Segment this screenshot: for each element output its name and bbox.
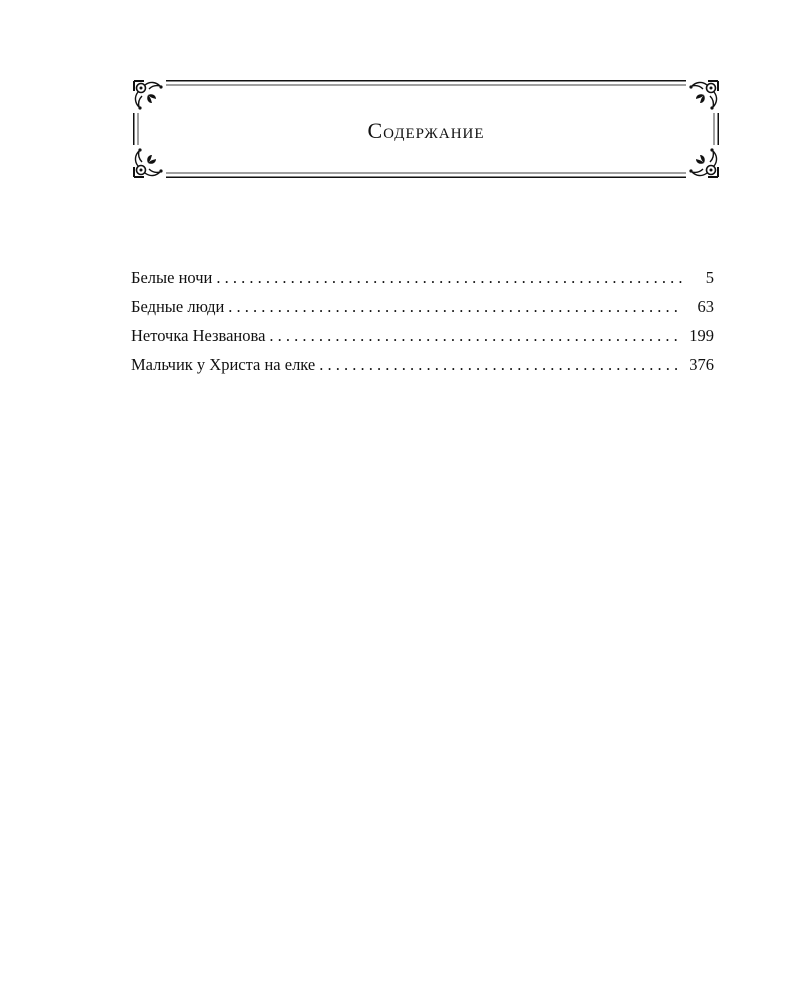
toc-entry-title: Мальчик у Христа на елке <box>131 355 316 374</box>
table-of-contents <box>131 268 714 384</box>
toc-entry-title: Неточка Незванова <box>131 326 266 345</box>
toc-entry-title: Белые ночи <box>131 268 213 287</box>
toc-entry-belye-nochi[interactable] <box>131 268 714 297</box>
toc-entry-page: 5 <box>705 268 714 287</box>
toc-entry-page: 199 <box>689 326 714 345</box>
toc-entry-page: 376 <box>689 355 714 374</box>
toc-entry-bednye-lyudi[interactable] <box>131 297 714 326</box>
title-frame <box>133 80 719 178</box>
toc-entry-page: 63 <box>697 297 714 316</box>
toc-dot-leader <box>216 268 682 288</box>
corner-ornament-icon <box>130 145 166 181</box>
corner-ornament-icon <box>130 77 166 113</box>
toc-entry-malchik-u-khrista[interactable] <box>131 355 714 384</box>
toc-dot-leader <box>319 355 682 375</box>
page-title: Содержание <box>367 118 485 143</box>
toc-dot-leader <box>269 326 682 346</box>
corner-ornament-icon <box>686 77 722 113</box>
toc-entry-netochka-nezvanova[interactable] <box>131 326 714 355</box>
corner-ornament-icon <box>686 145 722 181</box>
toc-entry-title: Бедные люди <box>131 297 225 316</box>
toc-dot-leader <box>228 297 682 317</box>
